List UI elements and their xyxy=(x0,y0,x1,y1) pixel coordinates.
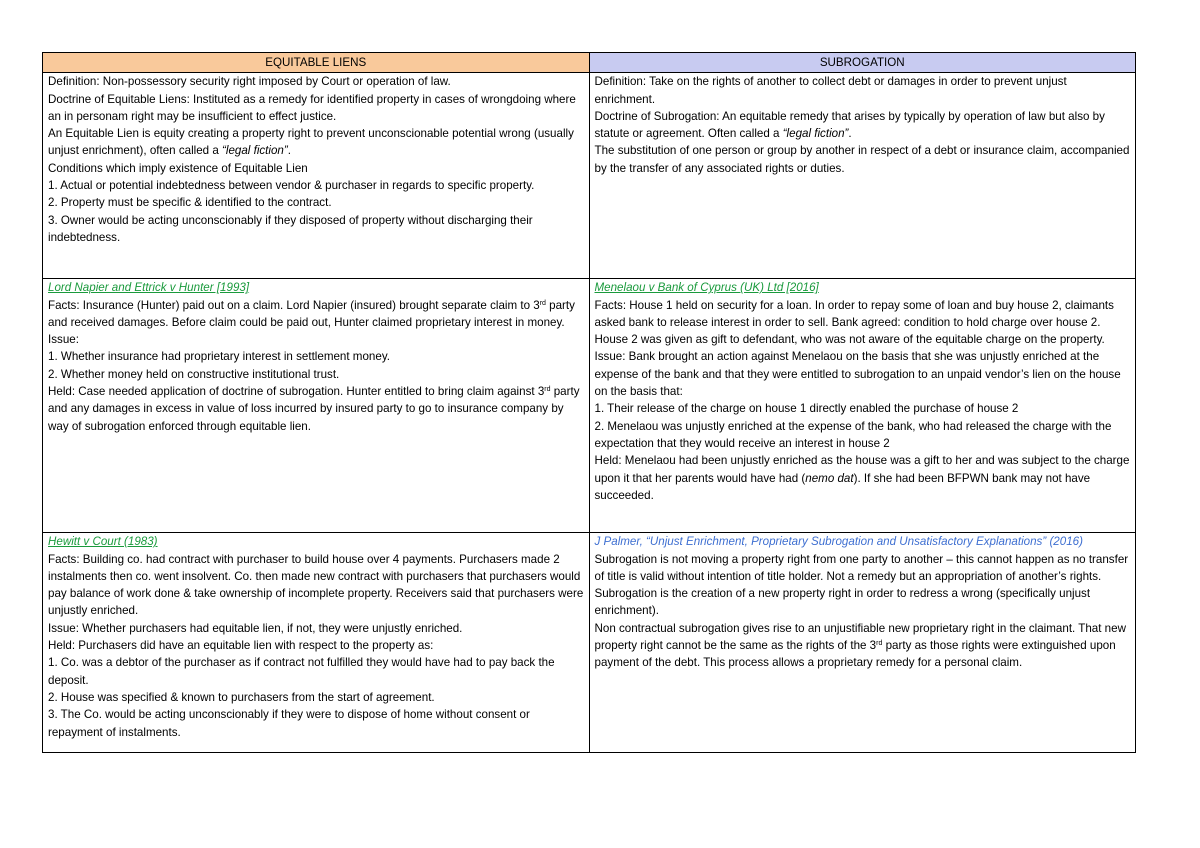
cell-hewitt-case xyxy=(43,533,590,753)
period: . xyxy=(287,144,291,158)
held-text-part: party and any damages in excess in value of loss incurred by insured party to go to insurance company by way of subrogation enforced through equitable lien. xyxy=(48,385,580,433)
point-1: 1. Their release of the charge on house 1 directly enabled the purchase of house 2 xyxy=(594,402,1019,416)
cell-napier-case xyxy=(43,279,590,533)
issue-2: 2. Whether money held on constructive institutional trust. xyxy=(48,367,340,381)
paragraph-2-part: party as those rights were extinguished upon payment of the debt. This process allows a proprietary remedy for a personal claim. xyxy=(594,639,1116,670)
article-title: J Palmer, “Unjust Enrichment, Proprietary Subrogation and Unsatisfactory Explanations” (2016) xyxy=(594,535,1083,549)
doctrine-text: Doctrine of Equitable Liens: Instituted as a remedy for identified property in cases of wrongdoing where an in personam right may be insufficient to effect justice. xyxy=(48,92,576,123)
case-title: Hewitt v Court (1983) xyxy=(48,535,158,549)
substitution-text: The substitution of one person or group by another in respect of a debt or insurance claim, accompanied by the transfer of any associated rights or duties. xyxy=(594,144,1130,175)
doctrine-text-part: Doctrine of Subrogation: An equitable remedy that arises by typically by operation of law but also by statute or agreement. Often called a xyxy=(594,109,1105,141)
cell-equitable-liens-definition xyxy=(43,73,590,279)
legal-fiction-term: “legal fiction” xyxy=(222,144,288,158)
held-text xyxy=(48,383,584,435)
facts-text-part: Facts: Insurance (Hunter) paid out on a claim. Lord Napier (insured) brought separate claim to 3 xyxy=(48,298,540,312)
definition-text: Definition: Non-possessory security right imposed by Court or operation of law. xyxy=(48,75,451,89)
period: . xyxy=(848,127,852,141)
held-text: Held: Purchasers did have an equitable lien with respect to the property as: xyxy=(48,639,434,653)
equitable-lien-text xyxy=(48,125,584,160)
paragraph-2 xyxy=(595,620,1131,672)
issue-heading: Issue: xyxy=(48,333,79,347)
condition-2: 2. Property must be specific & identified to the contract. xyxy=(48,196,332,210)
equitable-lien-text-part: An Equitable Lien is equity creating a property right to prevent unconscionable potential wrong (usually unjust enrichment), often called a xyxy=(48,127,574,158)
issue-1: 1. Whether insurance had proprietary interest in settlement money. xyxy=(48,350,390,364)
held-text-part: Held: Menelaou had been unjustly enriched as the house was a gift to her and was subject to the charge upon it that her parents would have had ( xyxy=(594,454,1130,485)
held-text xyxy=(595,452,1131,504)
facts-text xyxy=(48,297,584,332)
held-text-part: Held: Case needed application of doctrine of subrogation. Hunter entitled to bring claim against 3 xyxy=(48,385,545,399)
issue-text: Issue: Whether purchasers had equitable lien, if not, they were unjustly enriched. xyxy=(48,621,463,635)
case-title: Menelaou v Bank of Cyprus (UK) Ltd [2016] xyxy=(594,281,819,295)
conditions-heading: Conditions which imply existence of Equitable Lien xyxy=(48,161,308,175)
point-3: 3. The Co. would be acting unconscionably if they were to dispose of home without consent or repayment of instalments. xyxy=(48,708,530,739)
header-equitable-liens: EQUITABLE LIENS xyxy=(43,53,590,73)
cell-subrogation-definition xyxy=(589,73,1136,279)
header-subrogation: SUBROGATION xyxy=(589,53,1136,73)
cell-menelaou-case xyxy=(589,279,1136,533)
superscript: rd xyxy=(544,386,551,394)
legal-fiction-term: “legal fiction” xyxy=(782,127,849,141)
doctrine-text xyxy=(595,108,1131,143)
paragraph-2-part: Non contractual subrogation gives rise to an unjustifiable new proprietary right in the claimant. That new property right cannot be the same as the rights of the 3 xyxy=(594,621,1126,653)
held-text-part: ). If she had been BFPWN bank may not have succeeded. xyxy=(594,471,1091,502)
facts-text-part: party and received damages. Before claim could be paid out, Hunter claimed proprietary interest in money. xyxy=(48,298,575,329)
paragraph-1: Subrogation is not moving a property right from one party to another – this cannot happen as no transfer of title is valid without intention of title holder. Not a remedy but an appropriation of another’s rights. Subrogation is the creation of a new property right in order to redress a wrong (specifically unjust enrichment). xyxy=(594,552,1129,618)
superscript: rd xyxy=(539,299,546,307)
case-title: Lord Napier and Ettrick v Hunter [1993] xyxy=(48,281,250,295)
condition-3: 3. Owner would be acting unconscionably if they disposed of property without discharging their indebtedness. xyxy=(48,213,533,244)
condition-1: 1. Actual or potential indebtedness between vendor & purchaser in regards to specific property. xyxy=(48,179,535,193)
definition-text: Definition: Take on the rights of another to collect debt or damages in order to prevent unjust enrichment. xyxy=(594,75,1067,106)
cell-palmer-article xyxy=(589,533,1136,753)
facts-text: Facts: House 1 held on security for a loan. In order to repay some of loan and buy house 2, claimants asked bank to release interest in order to sell. Bank agreed: condition to hold charge over house 2. House 2 was given as gift to defendant, who was not aware of the equitable charge on the property. xyxy=(594,298,1114,347)
comparison-table xyxy=(42,52,1136,753)
issue-text: Issue: Bank brought an action against Menelaou on the basis that she was unjustly enriched at the expense of the bank and that they were entitled to subrogation to an unpaid vendor’s lien on the house on the basis that: xyxy=(594,350,1121,399)
point-2: 2. Menelaou was unjustly enriched at the expense of the bank, who had released the charge with the expectation that they would receive an interest in house 2 xyxy=(594,419,1112,450)
nemo-dat-term: nemo dat xyxy=(805,471,854,485)
superscript: rd xyxy=(876,640,883,648)
facts-text: Facts: Building co. had contract with purchaser to build house over 4 payments. Purchasers made 2 instalments then co. went insolvent. Co. then made new contract with purchasers that purchasers would pay balance of work done & take ownership of incomplete property. Receivers said that purchasers were unjustly enriched. xyxy=(48,552,584,618)
point-2: 2. House was specified & known to purchasers from the start of agreement. xyxy=(48,690,435,704)
point-1: 1. Co. was a debtor of the purchaser as if contract not fulfilled they would have had to pay back the deposit. xyxy=(48,656,555,687)
